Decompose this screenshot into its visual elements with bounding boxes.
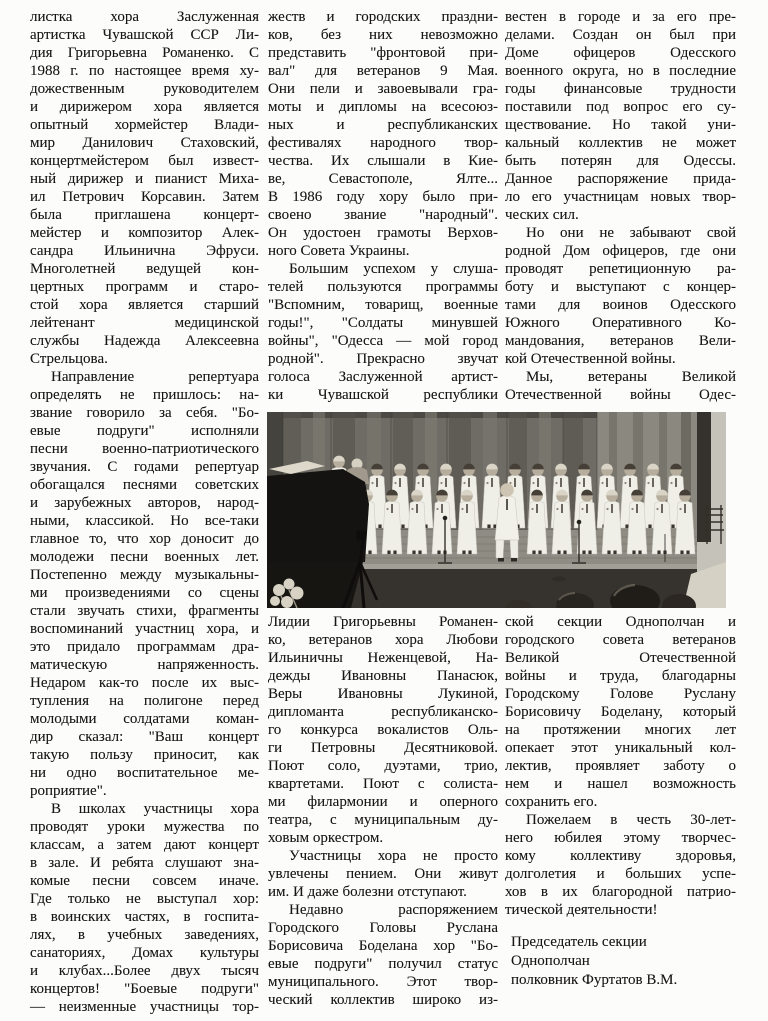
paragraph xyxy=(505,811,736,919)
text-line: Направление репертуара xyxy=(51,369,259,385)
text-line: мейстер и композитор Алек- xyxy=(30,225,259,241)
text-line: Недаром как-то после их выс- xyxy=(30,675,259,691)
text-line: хов в их благородной патрио- xyxy=(505,884,736,900)
text-line: войны и труда, благодарны xyxy=(505,668,736,684)
text-line: опекает этот уникальный кол- xyxy=(505,740,736,756)
text-line: поставили под вопрос его су- xyxy=(505,99,736,115)
text-line: и клубах...Более двух тысяч xyxy=(30,963,259,979)
text-line: Большим успехом у слуша- xyxy=(289,261,498,277)
text-line: такую пользу приносит, как xyxy=(30,747,259,763)
text-line: санаториях, Домах культуры xyxy=(30,945,259,961)
text-line: ховым оркестром. xyxy=(268,830,384,846)
text-line: театра, с муниципальным ду- xyxy=(268,812,498,828)
text-line: определять не пришлось: на- xyxy=(30,387,259,403)
text-line: полковник Фуртатов В.М. xyxy=(511,972,678,988)
text-line: увлечены пением. Они живут xyxy=(268,866,498,882)
text-line: в воинских частях, в госпита- xyxy=(30,909,259,925)
text-line: нем и нашел возможность xyxy=(505,776,736,792)
text-line: ми произведениями со сцены xyxy=(30,585,259,601)
column-3-below-photo xyxy=(505,613,736,990)
text-line: представить "фронтовой при- xyxy=(268,45,498,61)
text-line: квартетами. Поют с солиста- xyxy=(268,776,498,792)
text-line: родной Дом офицеров, где они xyxy=(505,243,736,259)
text-line: концертмейстером был извест- xyxy=(30,153,259,169)
text-line: годы финансовые трудности xyxy=(505,81,736,97)
text-line: опытный хормейстер Влади- xyxy=(30,117,259,133)
choir-photo xyxy=(267,412,726,608)
text-line: В школах участницы хора xyxy=(51,801,259,817)
text-line: дир сказал: "Ваш концерт xyxy=(30,729,259,745)
text-line: матическую напряженность. xyxy=(30,657,259,673)
text-line: вал" для ветеранов 9 Мая. xyxy=(268,63,498,79)
text-line: войны", "Одесса — мой город xyxy=(268,333,498,349)
text-line: комые песни совсем иначе. xyxy=(30,873,259,889)
text-line: воспоминаний участниц хора, и xyxy=(30,621,259,637)
text-line: ил Петрович Корсавин. Затем xyxy=(30,189,259,205)
text-line: сохранить его. xyxy=(505,794,598,810)
text-line: Они пели и завоевывали гра- xyxy=(268,81,498,97)
column-2-above-photo xyxy=(268,8,498,404)
text-line: Отечественной войны Одес- xyxy=(505,387,736,403)
text-line: мир Данилович Стаховский, xyxy=(30,135,259,151)
text-line: Стрельцова. xyxy=(30,351,108,367)
text-line: им. И даже болезни отступают. xyxy=(268,884,467,900)
text-line: ко, ветеранов хора Любови xyxy=(268,632,498,648)
text-line: артистка Чувашской ССР Ли- xyxy=(30,27,259,43)
text-line: Городскому Голове Руслану xyxy=(505,686,736,702)
text-line: ществование. Но такой уни- xyxy=(505,117,736,133)
text-line: тами для воинов Одесского xyxy=(505,297,736,313)
text-line: чества. Их слышали в Кие- xyxy=(268,153,498,169)
text-line: песни военно-патриотического xyxy=(30,441,259,457)
text-line: него юбилея этому творчес- xyxy=(505,830,736,846)
text-line: ве, Севастополе, Ялте... xyxy=(268,171,498,187)
text-line: стали звучать стихи, фрагменты xyxy=(30,603,259,619)
signature-block xyxy=(505,933,736,990)
text-line: кому коллективу здоровья, xyxy=(505,848,736,864)
text-line: ных и республиканских xyxy=(268,117,498,133)
text-line: сандра Ильинична Эфруси. xyxy=(30,243,259,259)
text-line: Южного Оперативного Ко- xyxy=(505,315,736,331)
text-line: вестен в городе и за его пре- xyxy=(505,9,736,25)
text-line: и зарубежных авторов, народ- xyxy=(30,495,259,511)
text-line: ного Совета Украины. xyxy=(268,243,410,259)
text-line: роприятие". xyxy=(30,783,107,799)
text-line: звание говорило за себя. "Бо- xyxy=(30,405,259,421)
text-line: мандования, ветеранов Вели- xyxy=(505,333,736,349)
text-line: тической деятельности! xyxy=(505,902,658,918)
paragraph xyxy=(505,368,736,404)
text-line: ской секции Однополчан и xyxy=(505,614,736,630)
text-line: и дирижером хора является xyxy=(30,99,259,115)
text-line: Борисовича Боделана хор "Бо- xyxy=(268,938,498,954)
text-line: евые подруги" исполняли xyxy=(30,423,259,439)
text-line: Ильиничны Неженцевой, На- xyxy=(268,650,498,666)
text-line: родной". Прекрасно звучат xyxy=(268,351,498,367)
text-line: листка хора Заслуженная xyxy=(30,9,259,25)
text-line: Пожелаем в честь 30-лет- xyxy=(526,812,736,828)
text-line: кой Отечественной войны. xyxy=(505,351,676,367)
text-line: ный дирижер и пианист Миха- xyxy=(30,171,259,187)
text-line: звучания. С годами репертуар xyxy=(30,459,259,475)
text-line: ческих сил. xyxy=(505,207,579,223)
text-line: концертов! "Боевые подруги" xyxy=(30,981,259,997)
text-line: телей пользуются программы xyxy=(268,279,498,295)
text-line: в зале. И ребята слушают зна- xyxy=(30,855,259,871)
column-1 xyxy=(30,8,259,1016)
text-line: своено звание "народный". xyxy=(268,207,498,223)
text-line: молодежи песни военных лет. xyxy=(30,549,259,565)
text-line: дия Григорьевна Романенко. С xyxy=(30,45,259,61)
paragraph xyxy=(268,613,498,847)
text-line: ло его участницам новых твор- xyxy=(505,189,736,205)
grand-piano xyxy=(267,469,369,562)
text-line: проводят репетиционную ра- xyxy=(505,261,736,277)
text-line: ни одно воспитательное ме- xyxy=(30,765,259,781)
paragraph xyxy=(505,8,736,224)
text-line: дежды Ивановны Панасюк, xyxy=(268,668,498,684)
text-line: Великой Отечественной xyxy=(505,650,736,666)
text-line: дожественным руководителем xyxy=(30,81,259,97)
text-line: ки Чувашской республики xyxy=(268,387,498,403)
text-line: ги Петровны Десятниковой. xyxy=(268,740,498,756)
text-line: ми филармонии и оперного xyxy=(268,794,498,810)
paragraph xyxy=(268,260,498,404)
column-3-above-photo xyxy=(505,8,736,404)
text-line: городского совета ветеранов xyxy=(505,632,736,648)
text-line: Где только не выступал хор: xyxy=(30,891,259,907)
text-line: го конкурса вокалистов Оль- xyxy=(268,722,498,738)
paragraph xyxy=(268,901,498,1009)
text-line: годы!", "Солдаты минувшей xyxy=(268,315,498,331)
text-line: В 1986 году хору было при- xyxy=(268,189,498,205)
text-line: ческий коллектив широко из- xyxy=(268,992,498,1008)
paragraph xyxy=(268,8,498,260)
paragraph xyxy=(505,224,736,368)
text-line: быть потерян для Одессы. xyxy=(505,153,736,169)
text-line: стой хора является старший xyxy=(30,297,259,313)
text-line: Веры Ивановны Лукиной, xyxy=(268,686,498,702)
text-line: классам, а затем дают концерт xyxy=(30,837,259,853)
text-line: Председатель секции xyxy=(511,934,647,950)
text-line: евые подруги" получил статус xyxy=(268,956,498,972)
paragraph xyxy=(505,613,736,811)
text-line: проводят уроки мужества по xyxy=(30,819,259,835)
text-line: на протяжении многих лет xyxy=(505,722,736,738)
text-line: Участницы хора не просто xyxy=(289,848,498,864)
text-line: Мы, ветераны Великой xyxy=(526,369,736,385)
text-line: "Вспомним, товарищ, военные xyxy=(268,297,498,313)
text-line: молодыми солдатами коман- xyxy=(30,711,259,727)
choir-photo-illustration xyxy=(267,412,726,608)
text-line: это придало программам дра- xyxy=(30,639,259,655)
text-line: моты и дипломы на всесоюз- xyxy=(268,99,498,115)
text-line: Однополчан xyxy=(511,953,590,969)
text-line: обогащался песнями советских xyxy=(30,477,259,493)
text-line: боту и выступают с концер- xyxy=(505,279,736,295)
text-line: Лидии Григорьевны Романен- xyxy=(268,614,498,630)
text-line: Поют соло, дуэтами, трио, xyxy=(268,758,498,774)
text-line: службы Надежда Алексеевна xyxy=(30,333,259,349)
text-line: фестивалях народного твор- xyxy=(268,135,498,151)
text-line: 1988 г. по настоящее время ху- xyxy=(30,63,259,79)
text-line: Но они не забывают свой xyxy=(526,225,736,241)
text-line: была приглашена концерт- xyxy=(30,207,259,223)
text-line: главное то, что хор доносит до xyxy=(30,531,259,547)
text-line: Постепенно между музыкальны- xyxy=(30,567,259,583)
paragraph xyxy=(30,800,259,1016)
text-line: цертных программ и старо- xyxy=(30,279,259,295)
text-line: дипломанта республиканско- xyxy=(268,704,498,720)
text-line: лектив, проявляет заботу о xyxy=(505,758,736,774)
text-line: кальный коллектив не может xyxy=(505,135,736,151)
text-line: Он удостоен грамоты Верхов- xyxy=(268,225,498,241)
text-line: Данное распоряжение прида- xyxy=(505,171,736,187)
paragraph xyxy=(268,847,498,901)
paragraph xyxy=(30,368,259,800)
text-line: Городского Головы Руслана xyxy=(268,920,498,936)
text-line: Недавно распоряжением xyxy=(289,902,498,918)
text-line: голоса Заслуженной артист- xyxy=(268,369,498,385)
text-line: Борисовичу Боделану, который xyxy=(505,704,736,720)
text-line: — неизменные участницы тор- xyxy=(30,999,259,1015)
text-line: жеств и городских праздни- xyxy=(268,9,498,25)
text-line: военного округа, но в последние xyxy=(505,63,736,79)
text-line: Доме офицеров Одесского xyxy=(505,45,736,61)
text-line: долголетия и больших успе- xyxy=(505,866,736,882)
text-line: тупления на полигоне перед xyxy=(30,693,259,709)
text-line: ков, без них невозможно xyxy=(268,27,498,43)
text-line: муниципального. Этот твор- xyxy=(268,974,498,990)
column-2-below-photo xyxy=(268,613,498,1009)
text-line: лейтенант медицинской xyxy=(30,315,259,331)
paragraph xyxy=(30,8,259,368)
text-line: Многолетней ведущей кон- xyxy=(30,261,259,277)
text-line: делами. Создан он был при xyxy=(505,27,736,43)
text-line: ными, классикой. Но все-таки xyxy=(30,513,259,529)
text-line: лях, в учебных заведениях, xyxy=(30,927,259,943)
